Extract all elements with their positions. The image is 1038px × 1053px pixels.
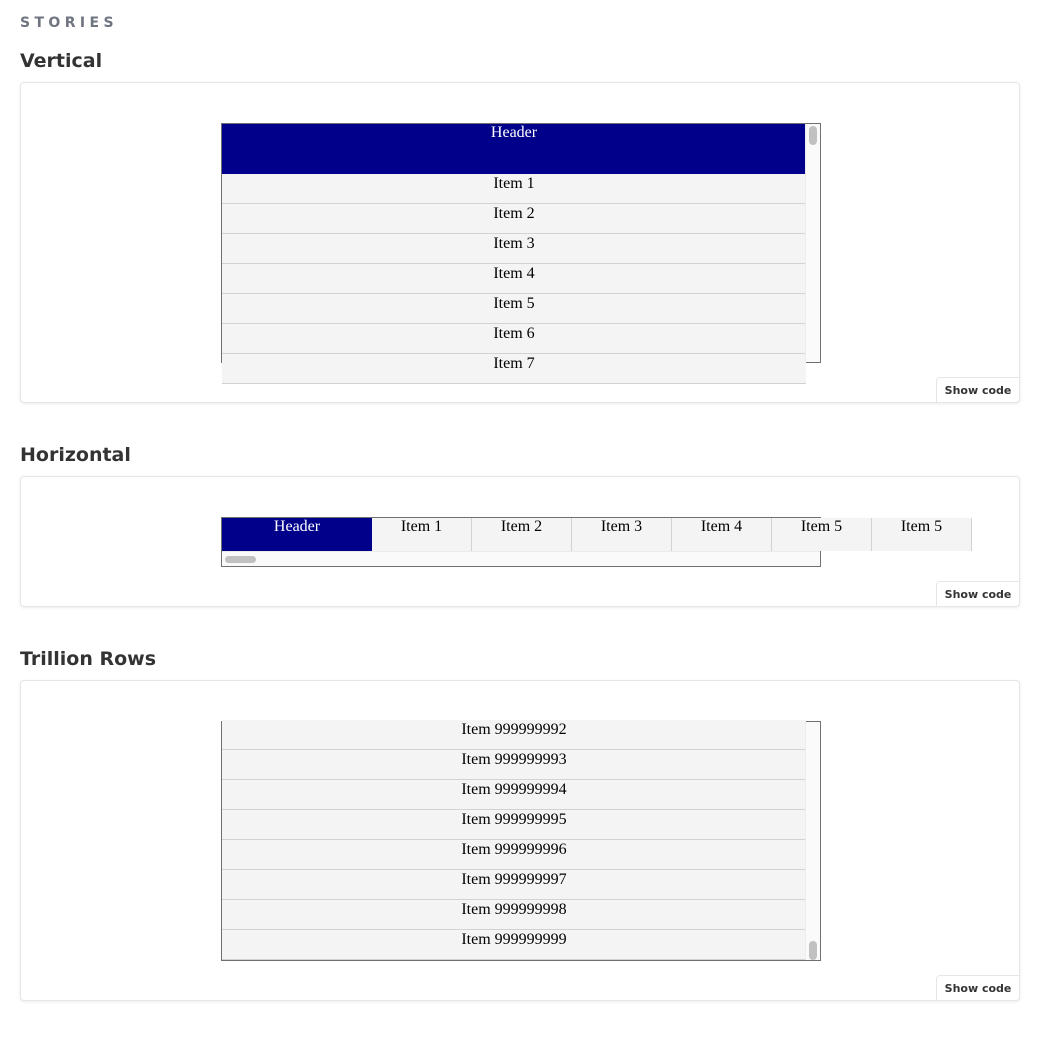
vertical-scrollbar-thumb[interactable] [809,126,817,145]
list-item: Item 2 [222,204,806,234]
list-item: Item 999999999 [222,930,806,960]
horizontal-list-header: Header [222,518,372,551]
story-title-trillion-rows: Trillion Rows [20,648,157,670]
list-item: Item 3 [572,518,672,551]
story-preview-trillion-rows [20,680,1020,1001]
trillion-rows-scrollbar[interactable] [805,722,820,960]
list-item: Item 999999994 [222,780,806,810]
trillion-rows-list [222,720,806,960]
list-item: Item 1 [372,518,472,551]
vertical-list-header: Header [222,124,806,174]
trillion-rows-scrollbar-thumb[interactable] [809,941,817,960]
horizontal-scrollbar-thumb[interactable] [225,556,256,563]
vertical-list-scroller[interactable] [221,123,821,372]
list-item: Item 5 [772,518,872,551]
story-preview-vertical [20,82,1020,403]
list-item: Item 3 [222,234,806,264]
list-item: Item 4 [222,264,806,294]
section-label: STORIES [20,15,118,31]
horizontal-scrollbar[interactable] [222,551,820,566]
list-item: Item 999999997 [222,870,806,900]
vertical-scrollbar[interactable] [805,124,820,362]
show-code-button-vertical[interactable]: Show code [936,377,1020,403]
show-code-button-horizontal[interactable]: Show code [936,581,1020,607]
list-item: Item 6 [222,324,806,354]
list-item: Item 999999992 [222,720,806,750]
horizontal-list-scroller[interactable] [221,517,943,567]
list-item: Item 999999995 [222,810,806,840]
story-preview-horizontal [20,476,1020,607]
list-item: Item 7 [222,354,806,384]
list-item: Item 5 [222,294,806,324]
horizontal-list [222,518,972,551]
list-item-partial: Item 5 [872,518,972,551]
vertical-list [222,124,806,384]
list-item: Item 2 [472,518,572,551]
story-title-horizontal: Horizontal [20,444,131,466]
story-title-vertical: Vertical [20,50,103,72]
list-item: Item 999999993 [222,750,806,780]
show-code-button-trillion-rows[interactable]: Show code [936,975,1020,1001]
list-item: Item 999999998 [222,900,806,930]
list-item: Item 999999996 [222,840,806,870]
trillion-rows-list-scroller[interactable] [221,721,821,961]
list-item: Item 1 [222,174,806,204]
list-item: Item 4 [672,518,772,551]
